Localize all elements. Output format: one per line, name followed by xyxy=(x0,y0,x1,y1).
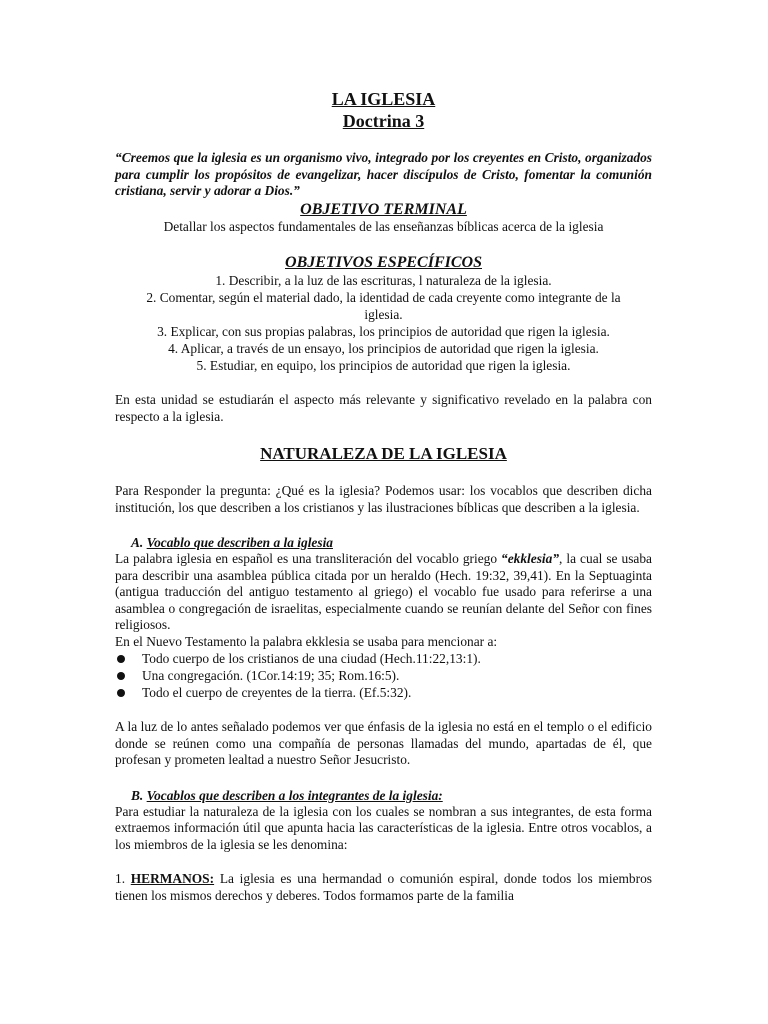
hermanos-item xyxy=(115,871,652,904)
hermanos-term: HERMANOS: xyxy=(130,871,215,886)
bullet-icon xyxy=(117,672,125,680)
list-item: 1. Describir, a la luz de las escrituras, l naturaleza de la iglesia. xyxy=(215,273,552,288)
list-item: 4. Aplicar, a través de un ensayo, los principios de autoridad que rigen la iglesia. xyxy=(168,341,599,356)
list-item xyxy=(115,650,652,667)
list-item: 2. Comentar, según el material dado, la identidad de cada creyente como integrante de la iglesia. xyxy=(146,290,621,322)
creed-statement: “Creemos que la iglesia es un organismo vivo, integrado por los creyentes en Cristo, organizados para cumplir los propósitos de evangelizar, hacer discípulos de Cristo, fomentar la comunión cristiana, servir y adorar a Dios.” xyxy=(115,150,652,198)
section-b-heading xyxy=(115,787,652,804)
list-item: 5. Estudiar, en equipo, los principios de autoridad que rigen la iglesia. xyxy=(196,358,571,373)
ekklesia-term: “ekklesia” xyxy=(501,551,560,566)
list-item: 3. Explicar, con sus propias palabras, los principios de autoridad que rigen la iglesia. xyxy=(157,324,610,339)
section-a-lead: En el Nuevo Testamento la palabra ekklesia se usaba para mencionar a: xyxy=(115,633,498,649)
bullet-icon xyxy=(117,655,125,663)
section-a-letter: A. xyxy=(131,535,147,550)
text-run: La palabra iglesia en español es una transliteración del vocablo griego xyxy=(115,551,502,566)
section-b-title: Vocablos que describen a los integrantes de la iglesia: xyxy=(146,787,443,803)
objetivo-terminal-heading: OBJETIVO TERMINAL xyxy=(300,200,467,218)
unit-intro: En esta unidad se estudiarán el aspecto más relevante y significativo revelado en la palabra con respecto a la iglesia. xyxy=(115,392,652,424)
list-item xyxy=(115,667,652,684)
document-subtitle: Doctrina 3 xyxy=(342,111,425,131)
section-a-heading xyxy=(115,534,652,551)
objetivos-especificos xyxy=(115,253,652,374)
bullet-icon xyxy=(117,689,125,697)
list-item-text: Todo cuerpo de los cristianos de una ciudad (Hech.11:22,13:1). xyxy=(142,651,481,666)
text-run: , la cual se usaba para describir una asamblea pública citada por un heraldo (Hech. 19:32, 39,41). En la Septuaginta (antigua traducción del antiguo testamento al griego) el vocablo fue usado para referirse a una asamblea o congregación de israelitas, especialmente cuando se reunían delante del Señor con fines religiosos. xyxy=(115,551,652,632)
naturaleza-heading: NATURALEZA DE LA IGLESIA xyxy=(260,444,507,463)
section-b-paragraph: Para estudiar la naturaleza de la iglesia con los cuales se nombran a sus integrantes, de esta forma extraemos información útil que apunta hacia las características de la iglesia. Entre otros vocablos, a los miembros de la iglesia se les denomina: xyxy=(115,803,652,852)
objetivo-terminal xyxy=(115,200,652,236)
section-a-title: Vocablo que describen a la iglesia xyxy=(146,535,333,550)
ekklesia-uses-list xyxy=(115,650,652,701)
section-b-letter: B. xyxy=(131,787,147,803)
objetivo-terminal-text: Detallar los aspectos fundamentales de las enseñanzas bíblicas acerca de la iglesia xyxy=(163,218,604,234)
objetivos-list xyxy=(115,272,652,374)
objetivos-especificos-heading: OBJETIVOS ESPECÍFICOS xyxy=(285,254,482,271)
naturaleza-intro: Para Responder la pregunta: ¿Qué es la iglesia? Podemos usar: los vocablos que describen dicha institución, los que describen a los cristianos y las ilustraciones bíblicas que describen a la iglesia. xyxy=(115,483,652,515)
list-item xyxy=(115,684,652,701)
document-page xyxy=(115,88,652,904)
section-a-conclusion: A la luz de lo antes señalado podemos ver que énfasis de la iglesia no está en el templo o el edificio donde se reúnen como una compañía de personas llamadas del mundo, apartadas de él, que profesan y prometen lealtad a nuestro Señor Jesucristo. xyxy=(115,719,652,767)
list-item-text: Todo el cuerpo de creyentes de la tierra. (Ef.5:32). xyxy=(142,685,412,700)
list-item-text: Una congregación. (1Cor.14:19; 35; Rom.16:5). xyxy=(142,668,400,683)
title-block xyxy=(115,88,652,132)
item-number: 1. xyxy=(115,871,131,886)
item-text: La iglesia es una hermandad o comunión espiral, donde todos los miembros tienen los mismos derechos y deberes. Todos formamos parte de la familia xyxy=(115,871,652,903)
document-title: LA IGLESIA xyxy=(331,89,436,109)
section-a-paragraph xyxy=(115,551,652,634)
